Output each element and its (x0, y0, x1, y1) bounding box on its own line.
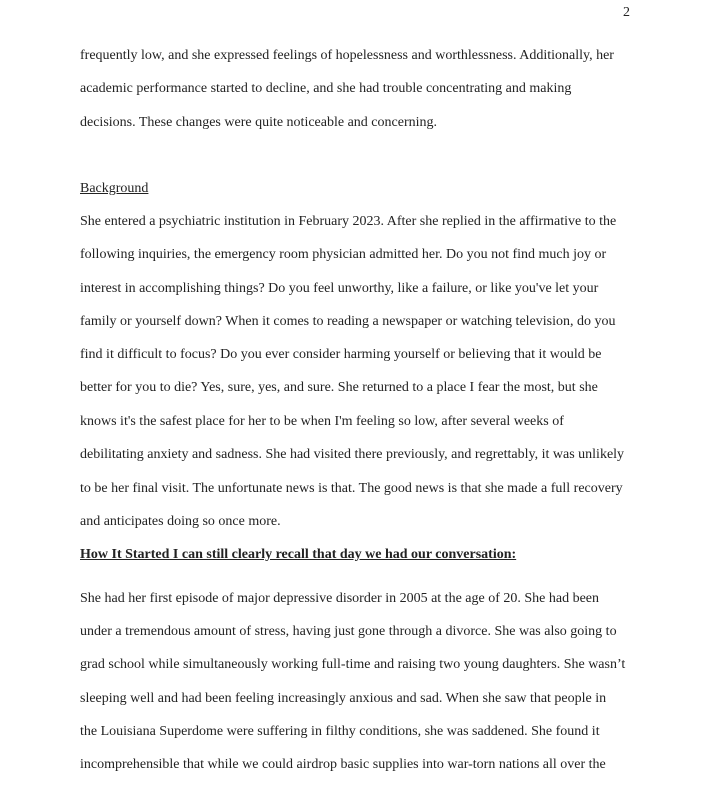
intro-line: frequently low, and she expressed feelings of hopelessness and worthlessness. Additionally, her (80, 48, 614, 63)
how-it-started-line: grad school while simultaneously working full-time and raising two young daughters. She wasn’t (80, 657, 626, 672)
how-it-started-line: She had her first episode of major depressive disorder in 2005 at the age of 20. She had been (80, 591, 600, 606)
how-it-started-line: the Louisiana Superdome were suffering in filthy conditions, she was saddened. She found it (80, 724, 600, 739)
background-line: and anticipates doing so once more. (80, 514, 281, 529)
how-it-started-line: sleeping well and had been feeling increasingly anxious and sad. When she saw that people in (80, 691, 607, 706)
intro-line: academic performance started to decline, and she had trouble concentrating and making (80, 81, 572, 96)
intro-line: decisions. These changes were quite noticeable and concerning. (80, 115, 437, 130)
page-number: 2 (623, 5, 630, 20)
background-line: debilitating anxiety and sadness. She had visited there previously, and regrettably, it was unlikely (80, 447, 625, 462)
background-line: family or yourself down? When it comes to reading a newspaper or watching television, do you (80, 314, 616, 329)
background-line: to be her final visit. The unfortunate news is that. The good news is that she made a full recovery (80, 481, 623, 496)
how-it-started-line: incomprehensible that while we could airdrop basic supplies into war-torn nations all over the (80, 757, 606, 772)
background-heading: Background (80, 181, 149, 196)
background-line: interest in accomplishing things? Do you feel unworthy, like a failure, or like you've let your (80, 281, 599, 296)
background-line: She entered a psychiatric institution in February 2023. After she replied in the affirmative to the (80, 214, 617, 229)
background-line: knows it's the safest place for her to be when I'm feeling so low, after several weeks of (80, 414, 564, 429)
how-it-started-line: under a tremendous amount of stress, having just gone through a divorce. She was also going to (80, 624, 617, 639)
background-line: better for you to die? Yes, sure, yes, and sure. She returned to a place I fear the most, but she (80, 380, 598, 395)
background-line: following inquiries, the emergency room physician admitted her. Do you not find much joy or (80, 247, 607, 262)
background-line: find it difficult to focus? Do you ever consider harming yourself or believing that it would be (80, 347, 602, 362)
how-it-started-heading: How It Started I can still clearly recall that day we had our conversation: (80, 547, 517, 562)
